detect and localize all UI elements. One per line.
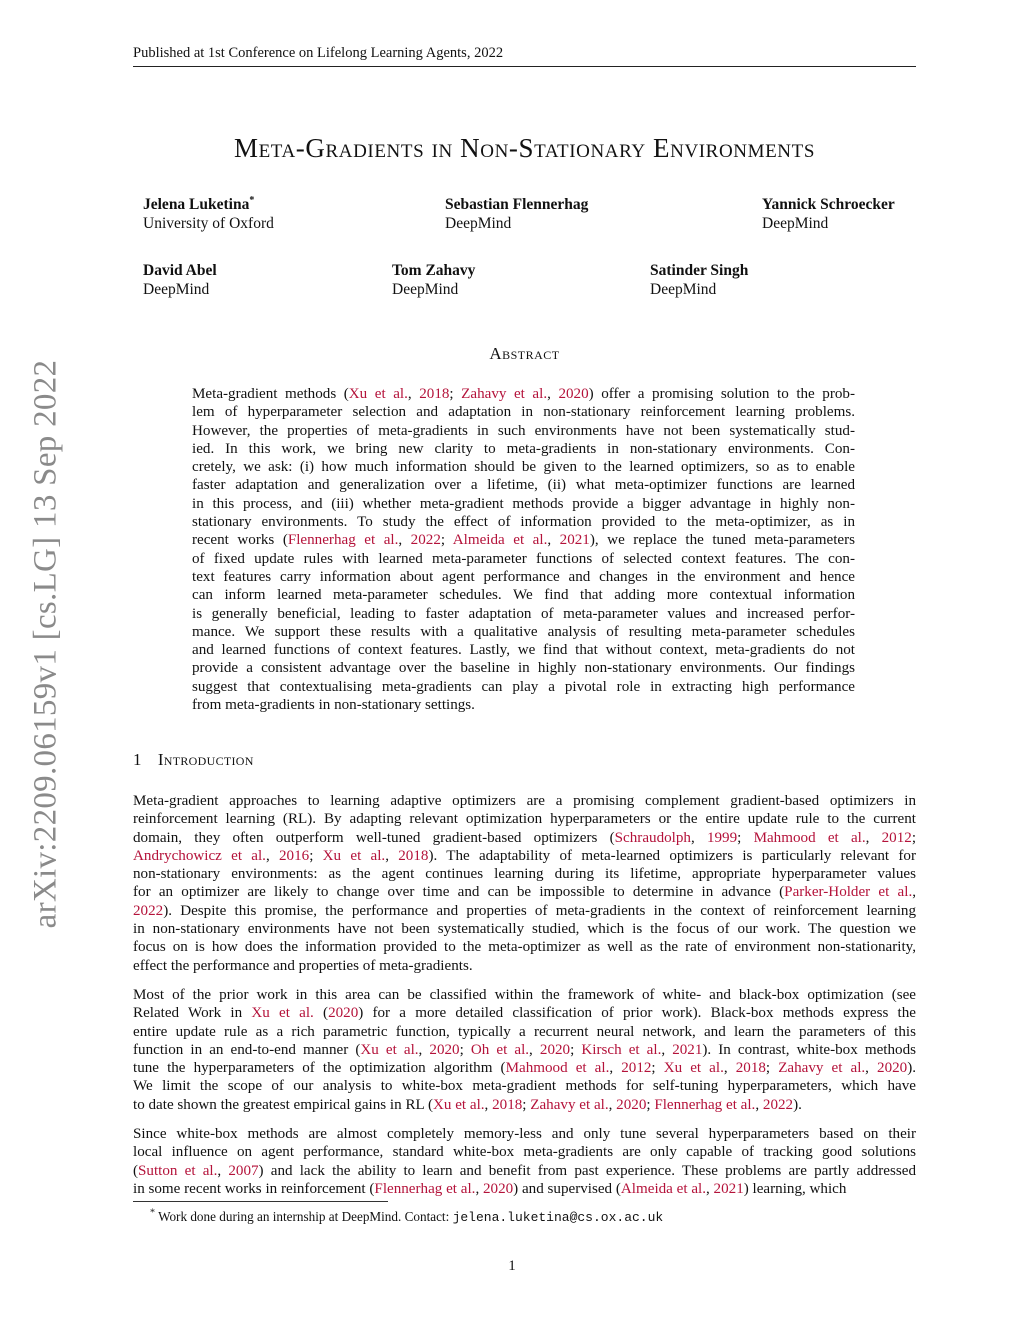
abstract-heading: Abstract xyxy=(489,344,560,363)
footnote-divider xyxy=(133,1201,388,1202)
text-line: However, the properties of meta-gradients in such environments have not been systematically stud- xyxy=(192,422,855,439)
text-line: cretely, we ask: (i) how much information should be given to the learned optimizers, so as to enable xyxy=(192,459,855,476)
citation-link[interactable]: 2021 xyxy=(559,532,590,549)
citation-link[interactable]: 2007 xyxy=(228,1162,259,1179)
abstract-body xyxy=(192,385,855,714)
author-name: Satinder Singh xyxy=(650,262,749,279)
citation-link[interactable]: 1999 xyxy=(706,829,738,846)
citation-link[interactable]: 2020 xyxy=(877,1060,908,1077)
text-line: Andrychowicz et al., 2016; Xu et al., 2018). The adaptability of meta-learned optimizers is particularly relevant for xyxy=(133,847,916,864)
citation-link[interactable]: Mahmood et al. xyxy=(505,1060,610,1077)
text-line: focus on is how does the information provided to the meta-optimizer as well as the rate of environment non-stationarity, xyxy=(133,939,916,956)
citation-link[interactable]: Schraudolph xyxy=(614,829,691,846)
text-line: mance. We support these results with a qualitative analysis of resulting meta-parameter schedules xyxy=(192,623,855,640)
text-line: non-stationary environments: as the agent continues learning during its lifetime, appropriate hyperparameter values xyxy=(133,866,916,883)
citation-link[interactable]: 2021 xyxy=(672,1041,703,1058)
conference-header: Published at 1st Conference on Lifelong Learning Agents, 2022 xyxy=(133,40,916,67)
text-line: domain, they often outperform well-tuned gradient-based optimizers (Schraudolph, 1999; Mahmood et al., 2012; xyxy=(133,829,916,846)
text-line: is generally beneficial, leading to faster adaptation of meta-parameter values and increased perfor- xyxy=(192,605,855,622)
citation-link[interactable]: 2020 xyxy=(482,1180,514,1197)
text-line: Related Work in Xu et al. (2020) for a more detailed classification of prior work). Black-box methods express the xyxy=(133,1005,916,1022)
text-line: 2022). Despite this promise, the performance and properties of meta-gradients in the context of reinforcement learning xyxy=(133,902,916,919)
text-line: stationary environments. To study the effect of information provided to the meta-optimizer, as in xyxy=(192,514,855,531)
citation-link[interactable]: Xu et al. xyxy=(322,847,386,864)
citation-link[interactable]: 2018 xyxy=(735,1060,766,1077)
text-line: lem of hyperparameter selection and adaptation in non-stationary reinforcement learning problems. xyxy=(192,404,855,421)
arxiv-stamp-text: arXiv:2209.06159v1 [cs.LG] 13 Sep 2022 xyxy=(27,359,64,929)
text-line: Most of the prior work in this area can be classified within the framework of white- and black-box optimization (see xyxy=(133,987,916,1003)
citation-link[interactable]: 2018 xyxy=(492,1096,523,1113)
text-line: from meta-gradients in non-stationary settings. xyxy=(192,697,475,714)
text-line: local influence on agent performance, standard white-box meta-gradients are only capable of tracking good solutions xyxy=(133,1144,916,1161)
text-line: to date shown the greatest empirical gains in RL (Xu et al., 2018; Zahavy et al., 2020; Flennerhag et al., 2022). xyxy=(133,1096,802,1113)
citation-link[interactable]: Flennerhag et al. xyxy=(654,1096,756,1113)
citation-link[interactable]: Kirsch et al. xyxy=(581,1041,662,1058)
citation-link[interactable]: 2018 xyxy=(419,386,450,402)
text-line: text features carry information about agent performance and changes in the environment and hence xyxy=(192,568,855,585)
text-line: of fixed update rules with learned meta-parameter functions of selected context features. The con- xyxy=(192,550,855,567)
text-line: provide a consistent advantage over the baseline in highly non-stationary environments. Our findings xyxy=(192,660,855,677)
citation-link[interactable]: 2020 xyxy=(558,386,589,402)
citation-link[interactable]: 2018 xyxy=(398,847,429,864)
citation-link[interactable]: 2020 xyxy=(328,1005,359,1022)
author-block xyxy=(143,261,217,299)
citation-link[interactable]: Xu et al. xyxy=(432,1096,485,1113)
text-line: We limit the scope of our analysis to white-box meta-gradient methods for self-tuning hyperparameters, which have xyxy=(133,1078,916,1095)
section-title: Introduction xyxy=(157,750,254,769)
text-line: recent works (Flennerhag et al., 2022; Almeida et al., 2021), we replace the tuned meta-parameters xyxy=(192,532,855,549)
intro-paragraph-1 xyxy=(133,792,916,975)
citation-link[interactable]: Zahavy et al. xyxy=(530,1096,609,1113)
citation-link[interactable]: Almeida et al. xyxy=(452,532,548,549)
contact-email[interactable]: jelena.luketina@cs.ox.ac.uk xyxy=(452,1210,664,1225)
author-block xyxy=(650,261,748,299)
text-line: entire update rule as a rich parametric function, typically a recurrent neural network, and learn the parameters of this xyxy=(133,1023,916,1040)
citation-link[interactable]: 2022 xyxy=(762,1096,794,1113)
citation-link[interactable]: Sutton et al. xyxy=(138,1162,218,1179)
footnote-mark: * xyxy=(249,194,255,206)
text-line: Meta-gradient methods (Xu et al., 2018; Zahavy et al., 2020) offer a promising solution to the prob- xyxy=(192,386,855,402)
author-name: David Abel xyxy=(143,262,217,279)
text-line: reinforcement learning (RL). By adapting relevant optimization hyperparameters or the entire update rule to the current xyxy=(133,811,916,828)
text-line: suggest that contextualising meta-gradients can play a pivotal role in extracting high performance xyxy=(192,678,855,695)
text-line: in non-stationary environments have not been systematically studied, which is the focus of our work. The question we xyxy=(133,921,916,938)
citation-link[interactable]: Zahavy et al. xyxy=(461,386,548,402)
citation-link[interactable]: Xu et al. xyxy=(348,386,408,402)
citation-link[interactable]: Parker-Holder et al. xyxy=(784,884,913,901)
citation-link[interactable]: 2020 xyxy=(429,1041,460,1058)
citation-link[interactable]: Andrychowicz et al. xyxy=(133,847,266,864)
author-name: Sebastian Flennerhag xyxy=(445,196,589,213)
text-line: Meta-gradient approaches to learning adaptive optimizers are a promising complement gradient-based optimizers in xyxy=(133,793,916,809)
paper-title: Meta-Gradients in Non-Stationary Environments xyxy=(233,133,815,163)
intro-paragraph-3 xyxy=(133,1125,916,1198)
text-line: in some recent works in reinforcement (Flennerhag et al., 2020) and supervised (Almeida et al., 2021) learning, which xyxy=(133,1180,847,1197)
text-line: for an optimizer are likely to change over time and can be impossible to determine in advance (Parker-Holder et al., xyxy=(133,884,916,901)
citation-link[interactable]: Flennerhag et al. xyxy=(287,532,399,549)
page-number: 1 xyxy=(508,1258,516,1274)
text-line: in this process, and (iii) whether meta-gradient methods provide a bigger advantage in highly non- xyxy=(192,495,855,512)
citation-link[interactable]: 2016 xyxy=(279,847,310,864)
author-block xyxy=(392,261,475,299)
author-affiliation: DeepMind xyxy=(762,215,829,232)
section-number: 1 xyxy=(133,750,142,769)
author-affiliation: DeepMind xyxy=(392,281,459,298)
citation-link[interactable]: 2012 xyxy=(881,829,912,846)
citation-link[interactable]: Xu et al. xyxy=(663,1060,724,1077)
citation-link[interactable]: 2022 xyxy=(410,532,441,549)
text-line: (Sutton et al., 2007) and lack the ability to learn and benefit from past experience. These problems are partly addressed xyxy=(133,1162,916,1179)
citation-link[interactable]: Mahmood et al. xyxy=(753,829,866,846)
text-line: Since white-box methods are almost completely memory-less and only tune several hyperparameters based on their xyxy=(133,1126,916,1142)
citation-link[interactable]: 2022 xyxy=(133,902,164,919)
text-line: and learned functions of context features. Lastly, we find that without context, meta-gradients do not xyxy=(192,642,855,659)
citation-link[interactable]: Oh et al. xyxy=(470,1041,530,1058)
author-affiliation: DeepMind xyxy=(445,215,512,232)
author-name: Tom Zahavy xyxy=(392,262,476,279)
text-line: function in an end-to-end manner (Xu et al., 2020; Oh et al., 2020; Kirsch et al., 2021). In contrast, white-box methods xyxy=(133,1041,916,1058)
citation-link[interactable]: Xu et al. xyxy=(360,1041,419,1058)
footnote xyxy=(150,1208,663,1226)
text-line: ied. In this work, we bring new clarity to meta-gradients in non-stationary environments. Con- xyxy=(192,440,855,457)
text-line: effect the performance and properties of meta-gradients. xyxy=(133,957,473,974)
section-heading xyxy=(133,750,254,770)
author-block xyxy=(143,195,274,233)
citation-link[interactable]: Flennerhag et al. xyxy=(374,1180,476,1197)
author-name: Yannick Schroecker xyxy=(762,196,895,213)
author-affiliation: DeepMind xyxy=(650,281,717,298)
citation-link[interactable]: Almeida et al. xyxy=(620,1180,706,1197)
citation-link[interactable]: 2012 xyxy=(621,1060,652,1077)
text-line: faster adaptation and generalization over a lifetime, (ii) what meta-optimizer functions are learned xyxy=(192,477,855,494)
citation-link[interactable]: 2021 xyxy=(713,1180,744,1197)
footnote-mark: * xyxy=(150,1207,155,1219)
text-line: can inform learned meta-parameter schedules. We find that adding more contextual information xyxy=(192,587,855,604)
footnote-text: Work done during an internship at DeepMind. Contact: xyxy=(158,1209,450,1224)
author-affiliation: University of Oxford xyxy=(143,215,274,232)
author-block xyxy=(445,195,588,233)
citation-link[interactable]: 2020 xyxy=(616,1096,647,1113)
text-line: tune the hyperparameters of the optimization algorithm (Mahmood et al., 2012; Xu et al., 2018; Zahavy et al., 2020). xyxy=(133,1060,916,1077)
author-name: Jelena Luketina xyxy=(143,196,250,213)
author-affiliation: DeepMind xyxy=(143,281,210,298)
citation-link[interactable]: Xu et al. xyxy=(251,1005,314,1022)
citation-link[interactable]: 2020 xyxy=(539,1041,571,1058)
intro-paragraph-2 xyxy=(133,986,916,1114)
citation-link[interactable]: Zahavy et al. xyxy=(778,1060,866,1077)
author-block xyxy=(762,195,895,233)
